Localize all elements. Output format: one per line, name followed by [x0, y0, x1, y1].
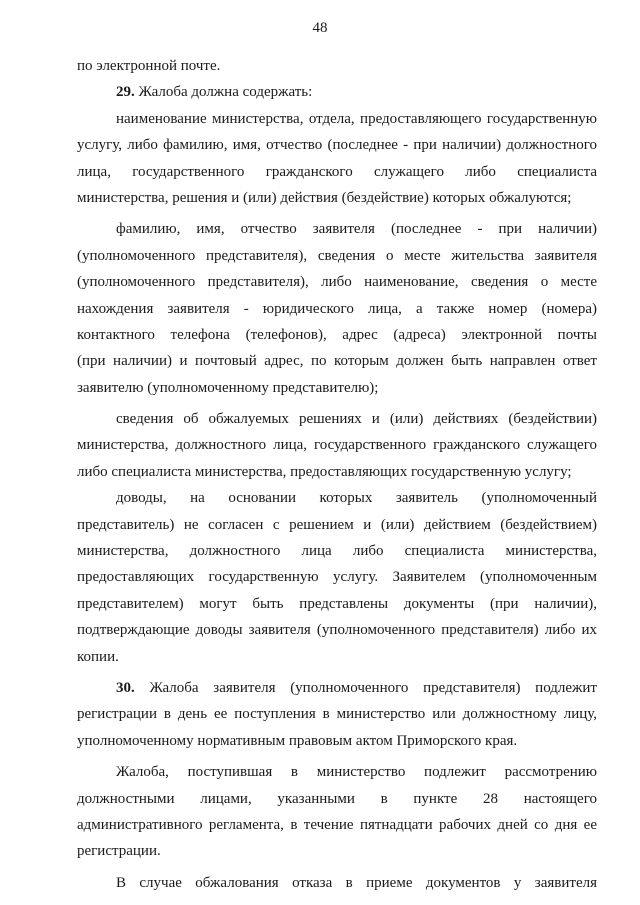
text-line: нахождения заявителя - юридического лица, а также номер (номера) — [77, 300, 597, 317]
text-line: контактного телефона (телефонов), адрес (адреса) электронной почты — [77, 326, 597, 343]
list-item-subject — [77, 106, 597, 212]
paragraph-29 — [77, 79, 597, 105]
text-line: (уполномоченного представителя), либо наименование, сведения о месте — [77, 274, 597, 291]
text-line: либо специалиста министерства, предоставляющих государственную услугу; — [77, 463, 572, 480]
paragraph-email-ending — [77, 53, 597, 79]
text-line: (при наличии) и почтовый адрес, по которым должен быть направлен ответ — [77, 353, 597, 370]
text-line: (уполномоченного представителя), сведения о месте жительства заявителя — [77, 247, 597, 264]
text-line: регистрации в день ее поступления в министерство или должностному лицу, — [77, 706, 597, 723]
list-item-decisions — [77, 406, 597, 485]
text-line: по электронной почте. — [77, 58, 221, 74]
text-line: фамилию, имя, отчество заявителя (последнее - при наличии) — [116, 221, 597, 238]
text-line: услугу, либо фамилию, имя, отчество (последнее - при наличии) должностного — [77, 137, 597, 154]
paragraph-refusal — [77, 870, 597, 896]
text-line: сведения об обжалуемых решениях и (или) действиях (бездействии) — [116, 411, 597, 428]
text-line: подтверждающие доводы заявителя (уполномоченного представителя) либо их — [77, 622, 597, 639]
clause-number: 30. — [116, 679, 135, 696]
text-line — [77, 79, 597, 105]
text-line: регистрации. — [77, 843, 161, 860]
text-line: представителем) могут быть представлены документы (при наличии), — [77, 595, 597, 612]
text-line: копии. — [77, 648, 119, 665]
text-line: министерства, должностного лица, государственного гражданского служащего — [77, 437, 597, 454]
page-number: 48 — [312, 20, 328, 36]
text-line: представитель) не согласен с решением и (или) действием (бездействием) — [77, 516, 597, 533]
text-line: В случае обжалования отказа в приеме документов у заявителя — [116, 874, 597, 891]
text-line: лица, государственного гражданского служащего либо специалиста — [77, 163, 597, 180]
list-item-applicant — [77, 216, 597, 401]
paragraph-30 — [77, 675, 597, 754]
text-line: заявителю (уполномоченному представителю); — [77, 379, 379, 396]
clause-text: Жалоба должна содержать: — [134, 84, 313, 101]
text-line: Жалоба, поступившая в министерство подлежит рассмотрению — [116, 764, 597, 781]
text-line: министерства, должностного лица либо специалиста министерства, — [77, 543, 597, 560]
text-line: уполномоченному нормативным правовым актом Приморского края. — [77, 732, 518, 749]
document-body — [77, 53, 597, 896]
text-line: наименование министерства, отдела, предоставляющего государственную — [116, 110, 597, 127]
clause-text: Жалоба заявителя (уполномоченного представителя) подлежит — [134, 679, 597, 696]
text-line: доводы, на основании которых заявитель (уполномоченный — [116, 490, 597, 507]
text-line — [77, 675, 597, 701]
text-line: предоставляющих государственную услугу. Заявителем (уполномоченным — [77, 569, 597, 586]
text-line: административного регламента, в течение пятнадцати рабочих дней со дня ее — [77, 816, 597, 833]
text-line: министерства, решения и (или) действия (бездействие) которых обжалуются; — [77, 189, 572, 206]
clause-number: 29. — [116, 84, 135, 101]
list-item-arguments — [77, 485, 597, 670]
text-line: должностными лицами, указанными в пункте 28 настоящего — [77, 790, 597, 807]
paragraph-review — [77, 759, 597, 865]
